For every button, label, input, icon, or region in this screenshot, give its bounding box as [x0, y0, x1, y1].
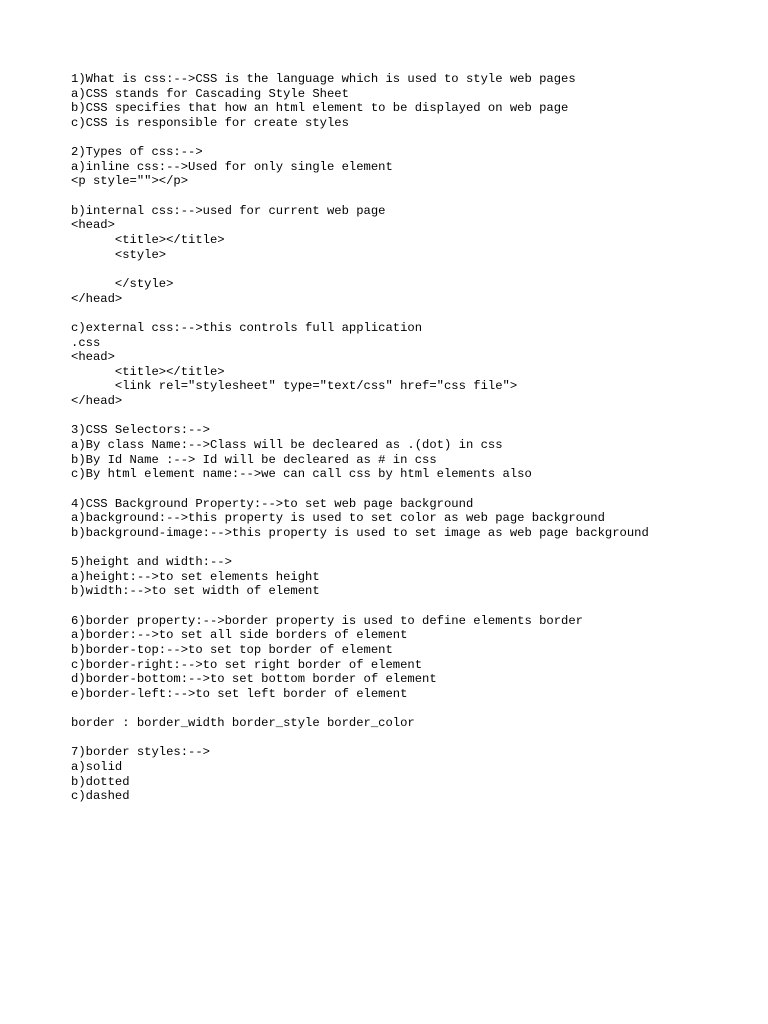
text-line: b)width:-->to set width of element	[71, 584, 320, 599]
text-line: 7)border styles:-->	[71, 745, 210, 760]
text-line: c)border-right:-->to set right border of element	[71, 657, 423, 672]
text-line: b)internal css:-->used for current web page	[71, 203, 386, 218]
text-line: <head>	[71, 350, 115, 365]
text-line: a)inline css:-->Used for only single element	[71, 159, 393, 174]
text-line: a)By class Name:-->Class will be decleared as .(dot) in css	[71, 438, 503, 453]
text-line: a)height:-->to set elements height	[71, 569, 320, 584]
text-line: c)dashed	[71, 789, 130, 804]
text-line: 3)CSS Selectors:-->	[71, 423, 210, 438]
blank-line	[71, 262, 751, 277]
text-line: 5)height and width:-->	[71, 555, 232, 570]
text-line: c)CSS is responsible for create styles	[71, 115, 349, 130]
text-line: <link rel="stylesheet" type="text/css" href="css file">	[71, 379, 518, 394]
text-line: <title></title>	[71, 364, 225, 379]
text-line: e)border-left:-->to set left border of element	[71, 686, 408, 701]
text-line: <title></title>	[71, 233, 225, 248]
text-line: b)background-image:-->this property is used to set image as web page background	[71, 525, 649, 540]
text-line: <style>	[71, 247, 167, 262]
text-line: 2)Types of css:-->	[71, 145, 203, 160]
blank-line	[71, 702, 751, 717]
text-line: b)border-top:-->to set top border of element	[71, 642, 393, 657]
blank-line	[71, 541, 751, 556]
blank-line	[71, 131, 751, 146]
blank-line	[71, 599, 751, 614]
text-line: border : border_width border_style border_color	[71, 716, 415, 731]
blank-line	[71, 731, 751, 746]
text-line: a)solid	[71, 760, 123, 775]
text-line: a)border:-->to set all side borders of element	[71, 628, 408, 643]
text-line: 4)CSS Background Property:-->to set web page background	[71, 496, 474, 511]
text-line: c)external css:-->this controls full application	[71, 320, 423, 335]
text-line: d)border-bottom:-->to set bottom border of element	[71, 672, 437, 687]
text-line: 6)border property:-->border property is used to define elements border	[71, 613, 583, 628]
blank-line	[71, 409, 751, 424]
text-line: a)CSS stands for Cascading Style Sheet	[71, 86, 349, 101]
text-line: </style>	[71, 276, 174, 291]
text-line: b)dotted	[71, 774, 130, 789]
text-line: 1)What is css:-->CSS is the language which is used to style web pages	[71, 72, 576, 86]
blank-line	[71, 189, 751, 204]
blank-line	[71, 306, 751, 321]
text-line: a)background:-->this property is used to set color as web page background	[71, 511, 605, 526]
text-line: b)CSS specifies that how an html element to be displayed on web page	[71, 101, 569, 116]
text-line: </head>	[71, 394, 123, 409]
text-line: .css	[71, 335, 101, 350]
text-line: c)By html element name:-->we can call css by html elements also	[71, 467, 532, 482]
text-line: <p style=""></p>	[71, 174, 189, 189]
text-line: b)By Id Name :--> Id will be decleared as # in css	[71, 452, 437, 467]
text-line: <head>	[71, 218, 115, 233]
document-page	[71, 72, 751, 804]
text-line: </head>	[71, 291, 123, 306]
blank-line	[71, 482, 751, 497]
